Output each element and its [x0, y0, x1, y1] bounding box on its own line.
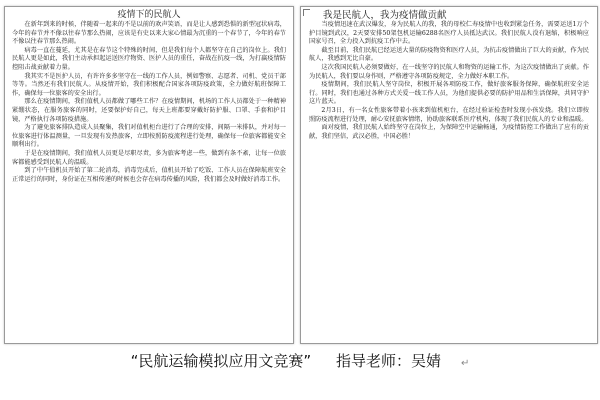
right-paragraph: 截至目前，我们民航已经运送大量的防疫物资和医疗人员，为抗击疫情做出了巨大的贡献，作为民航人，我感到无比自豪。	[309, 46, 589, 63]
left-paragraph: 于是在疫情期间，我们值机人员更是尽职尽责，多为旅客考虑一些，做到有条不紊，让每一位旅客都能感受到民航人的温暖。	[12, 149, 286, 166]
left-paragraph: 病毒一直在蔓延，尤其是在春节这个特殊的时间，但是我们每个人都坚守在自己的岗位上。我们民航人更是如此，我们主动承担起运送医疗物资、医护人员的重任，奋战在抗疫一线，为打赢疫情防控阻击战贡献着力量。	[12, 46, 286, 71]
right-paragraph: 面对疫情，我们民航人始终坚守在岗位上，为保障空中运输畅通，为疫情防控工作做出了应有的贡献，我们坚信，武汉必胜，中国必胜！	[309, 124, 589, 140]
right-page-title: 我是民航人，我为疫情做贡献	[323, 10, 447, 21]
right-document-page	[300, 6, 598, 344]
teacher-credit: 指导老师：吴婧	[335, 352, 441, 370]
right-paragraph: 这次我国民航人必须要做好，在一线坚守的民航人和物资的运输工作，为这次疫情做出了贡献。作为民航人，我们要以身作则，严格遵守各项防疫规定，全力做好本职工作。	[309, 63, 589, 80]
left-paragraph: 在新年到来的时候，伴随着一起来的不是以前的欢声笑语，而是让人感到恐惧的新型冠状病毒，今年的春节并不像以往春节那么热闹，应该是有史以来大家心情最为沉重的一个春节了，今年的春节不像以往春节那么热闹。	[12, 21, 286, 46]
left-document-page	[4, 6, 294, 344]
right-paragraph: 疫情期间，我们民航人坚守岗位，积极开展各项防疫工作，做好旅客服务保障，确保航班安全运行。同时，我们也通过各种方式关爱一线工作人员，为他们提供必要的防护用品和生活保障，共同守护这片蓝天。	[309, 81, 589, 106]
competition-caption: “民航运输模拟应用文竞赛”	[130, 352, 312, 370]
left-paragraph: 到了中午值机员开始了第二轮消毒，消毒完成后，值机员开始了吃饭、工作人员在保障航班安全正常运行的同时，身份证在互相传递的时候也会存在病毒传播的风险，我们都会及时做好消毒工作。	[12, 167, 286, 183]
left-paragraph: 我其实不是医护人员，有许许多多坚守在一线的工作人员，例如警察、志愿者、司机、党员干部等等。当然还有我们民航人。从疫情开始，我们积极配合国家各项防疫政策，全力做好航班保障工作，确保每一位旅客的安全出行。	[12, 72, 286, 97]
paragraph-mark-icon: ↵	[460, 358, 470, 369]
right-paragraph: 2月3日，有一名女性旅客带着小孩来到值机柜台，在经过验证检查时发现小孩发烧。我们立即按照防疫流程进行处理，耐心安抚旅客情绪，协助旅客联系医疗机构，体现了我们民航人的专业和温暖。	[309, 106, 589, 123]
left-paragraph: 为了避免旅客排队造成人员聚集，我们对值机柜台进行了合理的安排，间隔一米排队，并对每一位旅客进行体温测量，一旦发现有发热旅客，立即按照防疫流程进行处理，确保每一位旅客都能安全顺利出行。	[12, 124, 286, 149]
page-corner-marker	[303, 9, 310, 16]
right-paragraph: 当疫情迅速在武汉爆发，身为民航人的我，我的母校仁寿疫情中也收到紧急任务，需要运送1万个护目镜到武汉，2天要安排50架包机运输6288名医疗人员抵达武汉。我们民航人没有退缩，积极响应国家号召，全力投入到抗疫工作中去。	[309, 21, 589, 46]
caption-footer	[0, 350, 600, 371]
left-page-title: 疫情下的民航人	[117, 10, 181, 20]
left-paragraph: 那么在疫情期间，我们值机人员都做了哪些工作？在疫情期间，机场的工作人员都处于一种精神紧绷状态，在服务旅客的同时，还要保护好自己，每天上班都要穿戴好防护服、口罩、手套和护目镜，严格执行各项防疫措施。	[12, 98, 286, 123]
